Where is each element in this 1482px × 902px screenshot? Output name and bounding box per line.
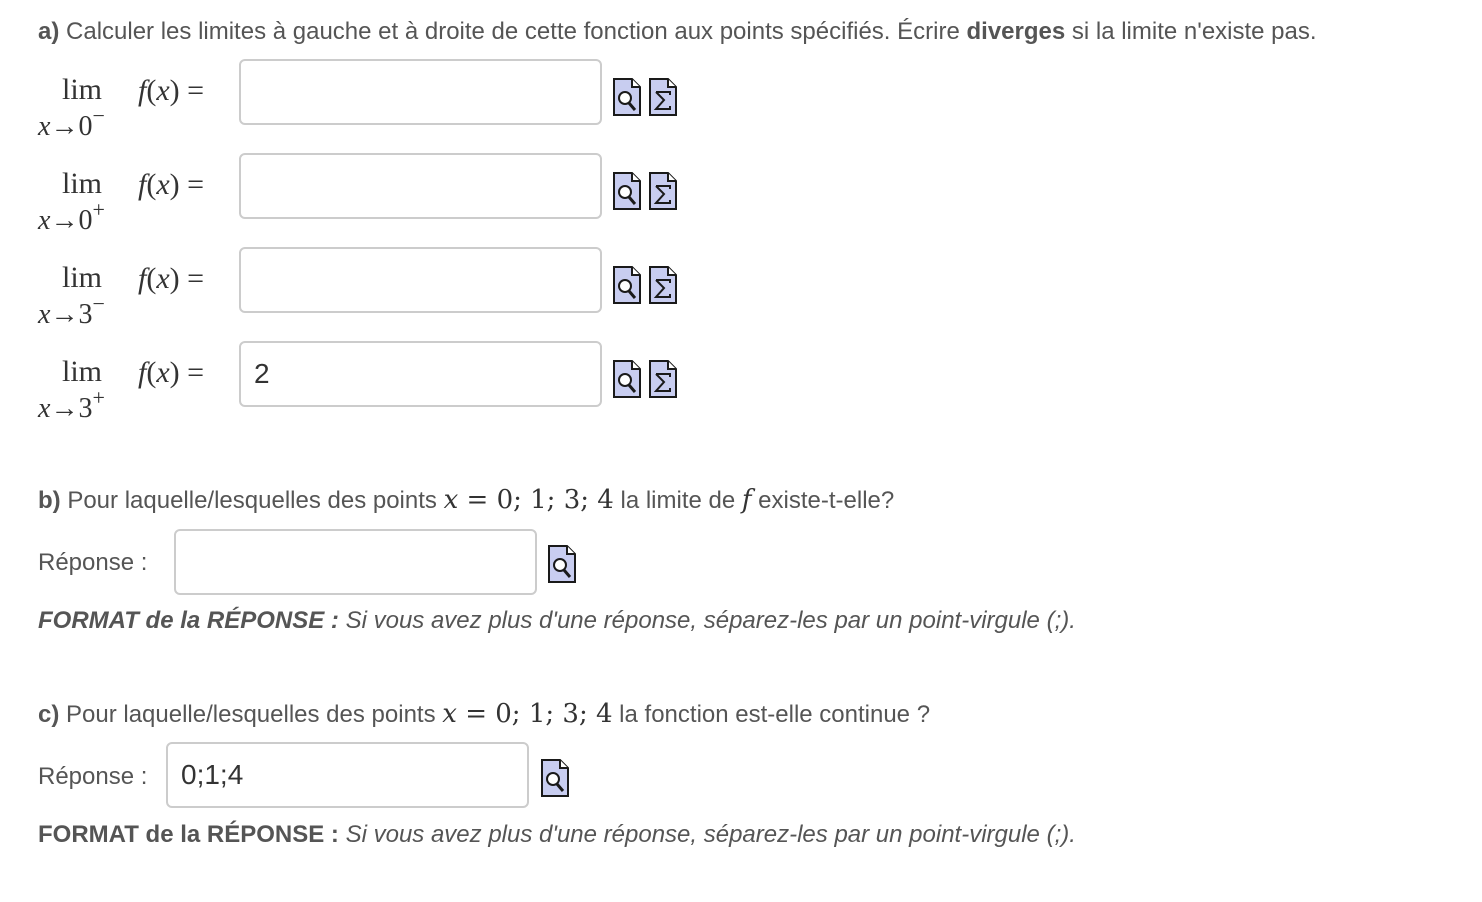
func-name: f bbox=[138, 356, 147, 389]
equals-sign: = bbox=[187, 74, 205, 107]
part-b-format-text: Si vous avez plus d'une réponse, séparez-les par un point-virgule (;). bbox=[338, 607, 1076, 634]
equation-editor-icon[interactable] bbox=[649, 172, 677, 210]
part-c-format-note bbox=[38, 820, 1076, 850]
func-name: f bbox=[138, 74, 147, 107]
part-c-format-text: Si vous avez plus d'une réponse, séparez-les par un point-virgule (;). bbox=[338, 821, 1076, 848]
part-b-answer-input[interactable] bbox=[174, 529, 537, 595]
part-c-text-after: la fonction est-elle continue ? bbox=[612, 701, 931, 728]
lim-arrow: → bbox=[50, 205, 79, 236]
limit-answer-input[interactable] bbox=[239, 153, 602, 219]
part-b-label: b) bbox=[38, 487, 61, 514]
part-a-text-before: Calculer les limites à gauche et à droite de cette fonction aux points spécifiés. Écrire bbox=[66, 18, 967, 45]
lim-side: − bbox=[92, 291, 105, 316]
preview-icon[interactable] bbox=[548, 545, 576, 583]
part-b-format-note bbox=[38, 606, 1076, 636]
lim-var: x bbox=[38, 111, 51, 142]
part-c-label: c) bbox=[38, 701, 60, 728]
lim-operator: lim bbox=[62, 73, 103, 106]
part-c-answer-label: Réponse : bbox=[38, 763, 148, 790]
equals-sign: = bbox=[187, 168, 205, 201]
part-b-answer-label: Réponse : bbox=[38, 549, 148, 576]
part-c-question bbox=[38, 699, 930, 730]
lim-operator: lim bbox=[62, 355, 103, 388]
lim-arrow: → bbox=[50, 111, 79, 142]
limit-answer-input[interactable] bbox=[239, 59, 602, 125]
part-a-instruction bbox=[38, 17, 1317, 47]
part-a-label: a) bbox=[38, 18, 60, 45]
lim-point: 3 bbox=[78, 393, 93, 424]
part-b-var: x bbox=[443, 485, 459, 515]
equals-sign: = bbox=[187, 356, 205, 389]
equation-editor-icon[interactable] bbox=[649, 78, 677, 116]
lim-point: 0 bbox=[78, 205, 93, 236]
lim-subscript bbox=[38, 291, 105, 331]
preview-icon[interactable] bbox=[541, 759, 569, 797]
func-name: f bbox=[138, 262, 147, 295]
equation-editor-icon[interactable] bbox=[649, 360, 677, 398]
part-a-bold-word: diverges bbox=[966, 18, 1066, 45]
part-b-text-before: Pour laquelle/lesquelles des points bbox=[67, 487, 444, 514]
function-expression: f(x) = bbox=[138, 356, 205, 389]
lim-operator: lim bbox=[62, 167, 103, 200]
part-a-text-after: si la limite n'existe pas. bbox=[1065, 18, 1317, 45]
limit-answer-input[interactable] bbox=[239, 247, 602, 313]
lim-operator: lim bbox=[62, 261, 103, 294]
part-b-eq: = bbox=[458, 485, 497, 515]
part-c-points: 0; 1; 3; 4 bbox=[495, 699, 613, 729]
part-b-func: f bbox=[741, 485, 752, 515]
lim-point: 0 bbox=[78, 111, 93, 142]
lim-point: 3 bbox=[78, 299, 93, 330]
function-expression: f(x) = bbox=[138, 262, 205, 295]
func-arg: x bbox=[156, 262, 170, 295]
func-name: f bbox=[138, 168, 147, 201]
func-arg: x bbox=[156, 74, 170, 107]
part-b-format-label: FORMAT de la RÉPONSE : bbox=[38, 607, 339, 634]
equals-sign: = bbox=[187, 262, 205, 295]
func-arg: x bbox=[156, 168, 170, 201]
part-b-points: 0; 1; 3; 4 bbox=[496, 485, 614, 515]
equation-editor-icon[interactable] bbox=[649, 266, 677, 304]
lim-var: x bbox=[38, 205, 51, 236]
func-arg: x bbox=[156, 356, 170, 389]
part-c-format-label: FORMAT de la RÉPONSE : bbox=[38, 821, 339, 848]
part-b-text-mid: la limite de bbox=[613, 487, 742, 514]
preview-icon[interactable] bbox=[613, 266, 641, 304]
part-b-text-after: existe-t-elle? bbox=[751, 487, 895, 514]
lim-side: − bbox=[92, 103, 105, 128]
part-c-var: x bbox=[442, 699, 457, 729]
part-b-question bbox=[38, 485, 894, 516]
function-expression: f(x) = bbox=[138, 168, 205, 201]
lim-side: + bbox=[92, 197, 105, 222]
part-c-eq: = bbox=[456, 699, 496, 729]
limit-answer-input[interactable] bbox=[239, 341, 602, 407]
lim-var: x bbox=[38, 393, 51, 424]
preview-icon[interactable] bbox=[613, 78, 641, 116]
part-c-text-before: Pour laquelle/lesquelles des points bbox=[66, 701, 443, 728]
lim-var: x bbox=[38, 299, 51, 330]
function-expression: f(x) = bbox=[138, 74, 205, 107]
lim-arrow: → bbox=[50, 299, 79, 330]
preview-icon[interactable] bbox=[613, 360, 641, 398]
part-c-answer-input[interactable] bbox=[166, 742, 529, 808]
preview-icon[interactable] bbox=[613, 172, 641, 210]
lim-subscript bbox=[38, 197, 105, 237]
lim-subscript bbox=[38, 103, 105, 143]
lim-side: + bbox=[92, 385, 105, 410]
lim-subscript bbox=[38, 385, 105, 425]
lim-arrow: → bbox=[50, 393, 79, 424]
